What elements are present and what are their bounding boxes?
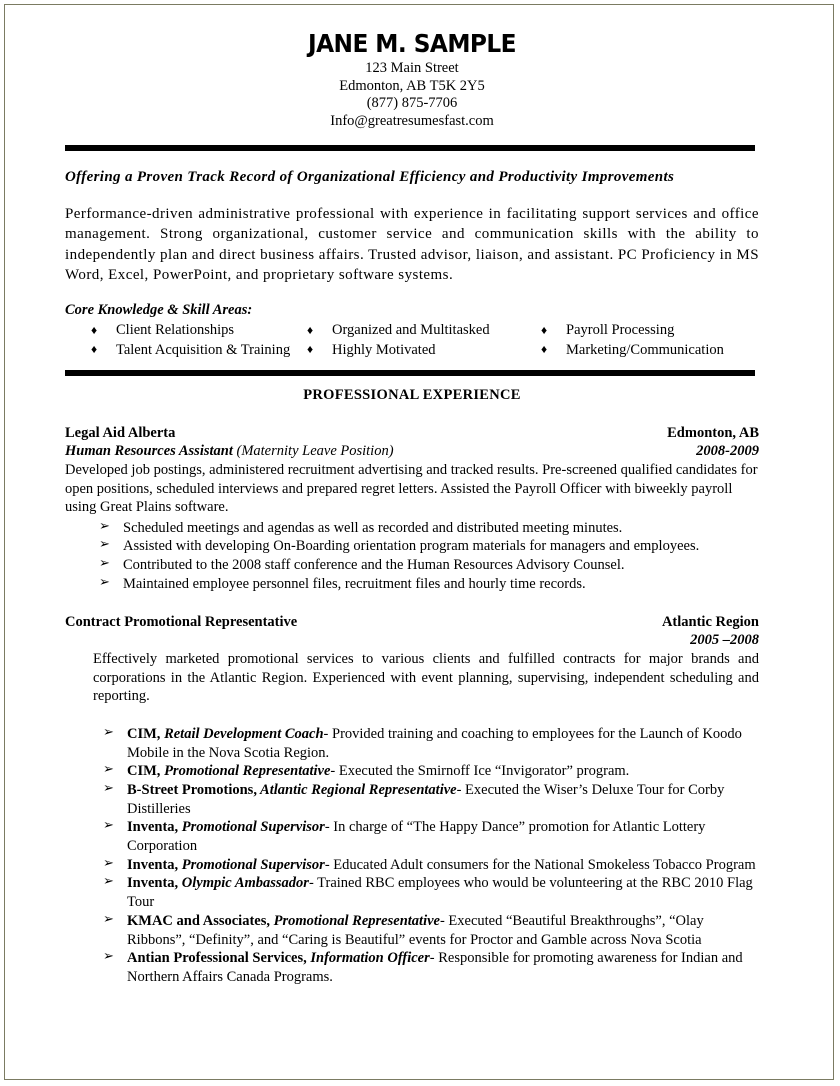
- client-company: CIM,: [127, 763, 161, 780]
- client-company: Antian Professional Services,: [127, 950, 307, 967]
- arrow-bullet-icon: ➢: [99, 518, 110, 534]
- client-company: Inventa,: [127, 819, 179, 836]
- arrow-bullet-icon: ➢: [99, 537, 110, 553]
- client-company: Inventa,: [127, 856, 179, 873]
- client-text: - Executed the Wiser’s Deluxe Tour for Corby Distilleries: [127, 781, 725, 817]
- client-bullet-list: [65, 725, 759, 987]
- job-entry: [65, 613, 759, 986]
- diamond-bullet-icon: ♦: [307, 342, 314, 357]
- contact-city-state-zip: Edmonton, AB T5K 2Y5: [339, 77, 485, 94]
- contact-email: Info@greatresumesfast.com: [330, 113, 494, 130]
- experience-divider-rule: [65, 370, 755, 376]
- client-bullet: [65, 818, 759, 855]
- arrow-bullet-icon: ➢: [103, 724, 114, 740]
- skill-item: [307, 341, 541, 360]
- client-text: - Trained RBC employees who would be volunteering at the RBC 2010 Flag Tour: [127, 875, 753, 911]
- arrow-bullet-icon: ➢: [99, 574, 110, 590]
- arrow-bullet-icon: ➢: [103, 780, 114, 796]
- arrow-bullet-icon: ➢: [103, 874, 114, 890]
- client-text: - In charge of “The Happy Dance” promotion for Atlantic Lottery Corporation: [127, 819, 706, 855]
- diamond-bullet-icon: ♦: [541, 322, 548, 337]
- client-company: CIM,: [127, 725, 161, 742]
- job-location: Edmonton, AB: [667, 425, 759, 442]
- client-company: KMAC and Associates,: [127, 912, 270, 929]
- job-employer: Legal Aid Alberta: [65, 425, 176, 442]
- diamond-bullet-icon: ♦: [91, 322, 98, 337]
- skill-item: [91, 341, 303, 360]
- skill-label: Talent Acquisition & Training: [116, 341, 291, 358]
- client-bullet: [65, 762, 759, 781]
- client-bullet: [65, 856, 759, 875]
- diamond-bullet-icon: ♦: [541, 342, 548, 357]
- client-role: Promotional Supervisor: [178, 856, 325, 873]
- job-entry: [65, 424, 759, 593]
- skill-label: Highly Motivated: [332, 341, 436, 358]
- professional-headline: Offering a Proven Track Record of Organizational Efficiency and Productivity Improvements: [65, 168, 675, 185]
- client-bullet: [65, 781, 759, 818]
- header-divider-rule: [65, 145, 755, 151]
- contact-address: 123 Main Street: [365, 60, 459, 77]
- contact-phone: (877) 875-7706: [366, 95, 458, 112]
- job-employer-row: [65, 613, 759, 631]
- client-role: Retail Development Coach: [160, 725, 324, 742]
- job-dates: 2008-2009: [696, 443, 759, 460]
- job-bullet: [65, 519, 759, 538]
- skill-item: [91, 321, 303, 340]
- client-text: - Executed the Smirnoff Ice “Invigorator” program.: [330, 763, 630, 780]
- client-bullet: [65, 912, 759, 949]
- resume-content: [65, 31, 759, 987]
- client-company: Inventa,: [127, 875, 179, 892]
- job-location: Atlantic Region: [661, 614, 759, 631]
- client-role: Atlantic Regional Representative: [256, 781, 457, 798]
- job-dates: 2005 –2008: [690, 632, 759, 649]
- job-bullet: [65, 537, 759, 556]
- skill-label: Client Relationships: [116, 322, 235, 339]
- client-bullet: [65, 874, 759, 911]
- skill-label: Organized and Multitasked: [332, 322, 490, 339]
- job-title: [65, 442, 394, 460]
- core-skills-title: Core Knowledge & Skill Areas:: [65, 301, 253, 318]
- client-role: Promotional Representative: [160, 763, 331, 780]
- client-role: Promotional Representative: [270, 912, 440, 929]
- professional-summary: Performance-driven administrative professional with experience in facilitating support services and office management. Strong organizational, customer service and communication skills with the ability to independently plan and direct business affairs. Trusted advisor, liaison, and assistant. PC Proficiency in MS Word, Excel, PowerPoint, and proprietary software systems.: [65, 205, 759, 284]
- job-description: Effectively marketed promotional services to various clients and fulfilled contracts for major brands and corporations in the Atlantic Region. Experienced with event planning, supervising, independent scheduling and reporting.: [93, 651, 759, 705]
- professional-experience-heading: PROFESSIONAL EXPERIENCE: [303, 387, 521, 404]
- job-title-bold: Human Resources Assistant: [65, 443, 233, 460]
- arrow-bullet-icon: ➢: [99, 555, 110, 571]
- client-role: Promotional Supervisor: [178, 819, 325, 836]
- job-title-row: [65, 442, 759, 460]
- resume-header: [65, 31, 759, 131]
- spacer: [65, 706, 759, 723]
- skill-item: [541, 321, 759, 340]
- client-text: - Executed “Beautiful Breakthroughs”, “Olay Ribbons”, “Definity”, and “Caring is Beautiful” events for Proctor and Gamble across Nova Scotia: [127, 912, 704, 948]
- job-bullet-text: Contributed to the 2008 staff conference and the Human Resources Advisory Counsel.: [123, 556, 625, 573]
- job-employer: Contract Promotional Representative: [65, 614, 298, 631]
- arrow-bullet-icon: ➢: [103, 911, 114, 927]
- arrow-bullet-icon: ➢: [103, 818, 114, 834]
- client-company: B-Street Promotions,: [127, 781, 257, 798]
- job-bullet-text: Assisted with developing On-Boarding orientation program materials for managers and employees.: [123, 538, 700, 555]
- job-description: Developed job postings, administered recruitment advertising and tracked results. Pre-screened qualified candidates for open positions, scheduled interviews and prepared regret letters. Assisted the Payroll Officer with biweekly payroll using Great Plains software.: [65, 462, 758, 516]
- arrow-bullet-icon: ➢: [103, 762, 114, 778]
- job-bullet: [65, 575, 759, 594]
- resume-page: [4, 4, 834, 1080]
- core-skills-column-3: [541, 321, 759, 360]
- client-bullet: [65, 949, 759, 986]
- client-bullet: [65, 725, 759, 762]
- client-text: - Educated Adult consumers for the National Smokeless Tobacco Program: [324, 856, 756, 873]
- job-title-note: (Maternity Leave Position): [232, 443, 394, 460]
- skill-label: Payroll Processing: [566, 322, 675, 339]
- core-skills-column-1: [65, 321, 303, 360]
- job-bullet-text: Scheduled meetings and agendas as well as recorded and distributed meeting minutes.: [123, 519, 623, 536]
- candidate-name: JANE M. SAMPLE: [308, 29, 516, 58]
- job-employer-row: [65, 424, 759, 442]
- arrow-bullet-icon: ➢: [103, 855, 114, 871]
- skill-item: [307, 321, 541, 340]
- skill-item: [541, 341, 759, 360]
- core-skills-column-2: [303, 321, 541, 360]
- job-bullet-list: [65, 519, 759, 594]
- job-bullet: [65, 556, 759, 575]
- diamond-bullet-icon: ♦: [91, 342, 98, 357]
- client-role: Olympic Ambassador: [178, 875, 309, 892]
- client-text: - Provided training and coaching to employees for the Launch of Koodo Mobile in the Nova Scotia Region.: [127, 725, 742, 761]
- job-bullet-text: Maintained employee personnel files, recruitment files and hourly time records.: [123, 575, 586, 592]
- skill-label: Marketing/Communication: [566, 341, 724, 358]
- diamond-bullet-icon: ♦: [307, 322, 314, 337]
- core-skills-grid: [65, 321, 759, 360]
- client-text: - Responsible for promoting awareness for Indian and Northern Affairs Canada Programs.: [127, 950, 743, 985]
- arrow-bullet-icon: ➢: [103, 949, 114, 965]
- job-dates-row: [65, 631, 759, 649]
- client-role: Information Officer: [306, 950, 430, 967]
